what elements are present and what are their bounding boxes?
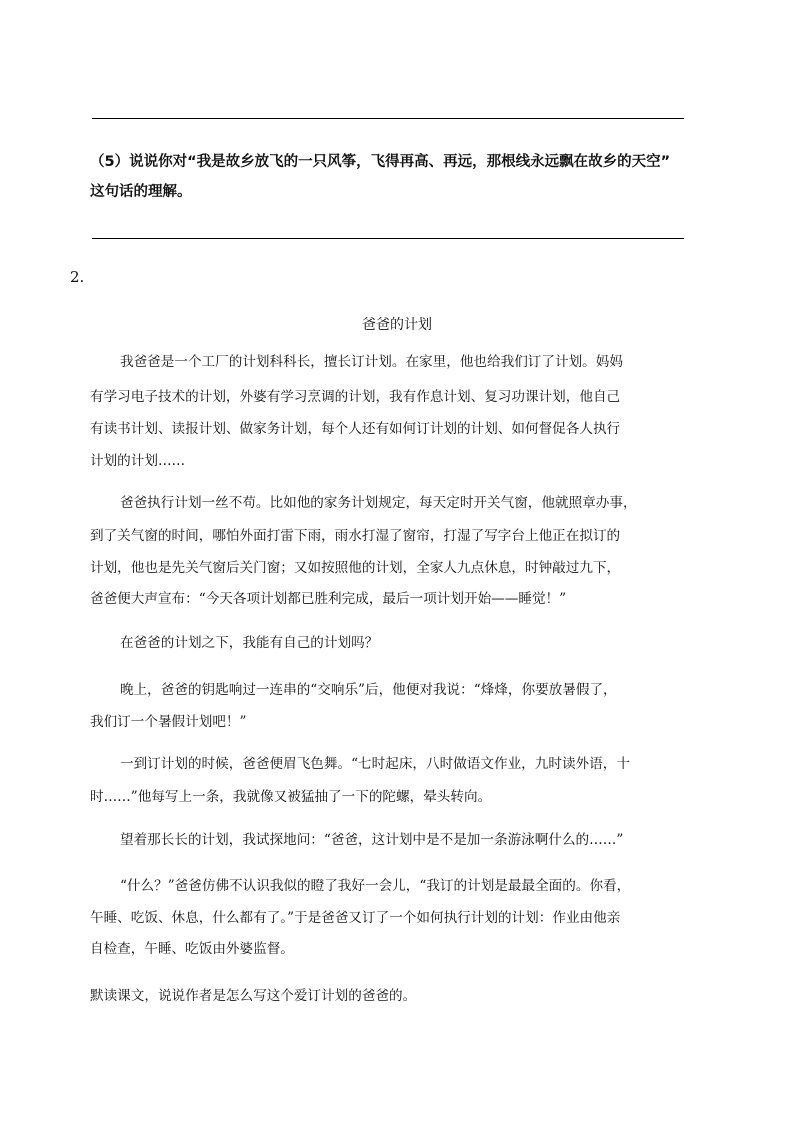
task-instruction: 默读课文，说说作者是怎么写这个爱订计划的爸爸的。: [90, 988, 417, 1004]
paragraph-line: 一到订计划的时候，爸爸便眉飞色舞。“七时起床，八时做语文作业，九时读外语，十: [120, 756, 630, 772]
answer-line-bottom: [92, 238, 684, 239]
answer-line-top: [92, 118, 684, 119]
paragraph-line: 我们订一个暑假计划吧！”: [90, 714, 247, 730]
paragraph-line: 望着那长长的计划，我试探地问：“爸爸，这计划中是不是加一条游泳啊什么的……”: [120, 832, 624, 848]
paragraph-line: 午睡、吃饭、休息，什么都有了。”于是爸爸又订了一个如何执行计划的计划：作业由他亲: [90, 910, 621, 926]
paragraph-line: 晚上，爸爸的钥匙响过一连串的“交响乐”后，他便对我说：“烽烽，你要放暑假了，: [120, 682, 617, 698]
paragraph-line: 在爸爸的计划之下，我能有自己的计划吗？: [120, 635, 379, 651]
paragraph-line: 爸爸便大声宣布：“今天各项计划都已胜利完成，最后一项计划开始——睡觉！”: [90, 591, 567, 607]
paragraph-line: 爸爸执行计划一丝不苟。比如他的家务计划规定，每天定时开关气窗，他就照章办事，: [120, 495, 637, 511]
paragraph-line: 自检查，午睡、吃饭由外婆监督。: [90, 941, 294, 957]
paragraph-line: 有读书计划、读报计划、做家务计划，每个人还有如何订计划的计划、如何督促各人执行: [90, 421, 621, 437]
question5-line2: 这句话的理解。: [90, 184, 192, 200]
paragraph-line: 有学习电子技术的计划，外婆有学习烹调的计划，我有作息计划、复习功课计划，他自己: [90, 389, 621, 405]
question-number: 2.: [70, 268, 85, 286]
paragraph-line: “什么？”爸爸仿佛不认识我似的瞪了我好一会儿，“我订的计划是最最全面的。你看，: [120, 878, 631, 894]
paragraph-line: 我爸爸是一个工厂的计划科科长，擅长订计划。在家里，他也给我们订了计划。妈妈: [120, 354, 623, 370]
paragraph-line: 时……”他每写上一条，我就像又被猛抽了一下的陀螺，晕头转向。: [90, 789, 492, 805]
story-title: 爸爸的计划: [362, 317, 432, 333]
question5-line1: （5）说说你对“我是故乡放飞的一只风筝，飞得再高、再远，那根线永远飘在故乡的天空”: [90, 154, 671, 170]
paragraph-line: 计划的计划……: [90, 453, 186, 469]
paragraph-line: 到了关气窗的时间，哪怕外面打雷下雨，雨水打湿了窗帘，打湿了写字台上他正在拟订的: [90, 528, 621, 544]
paragraph-line: 计划，他也是先关气窗后关门窗；又如按照他的计划，全家人九点休息，时钟敲过九下，: [90, 560, 621, 576]
